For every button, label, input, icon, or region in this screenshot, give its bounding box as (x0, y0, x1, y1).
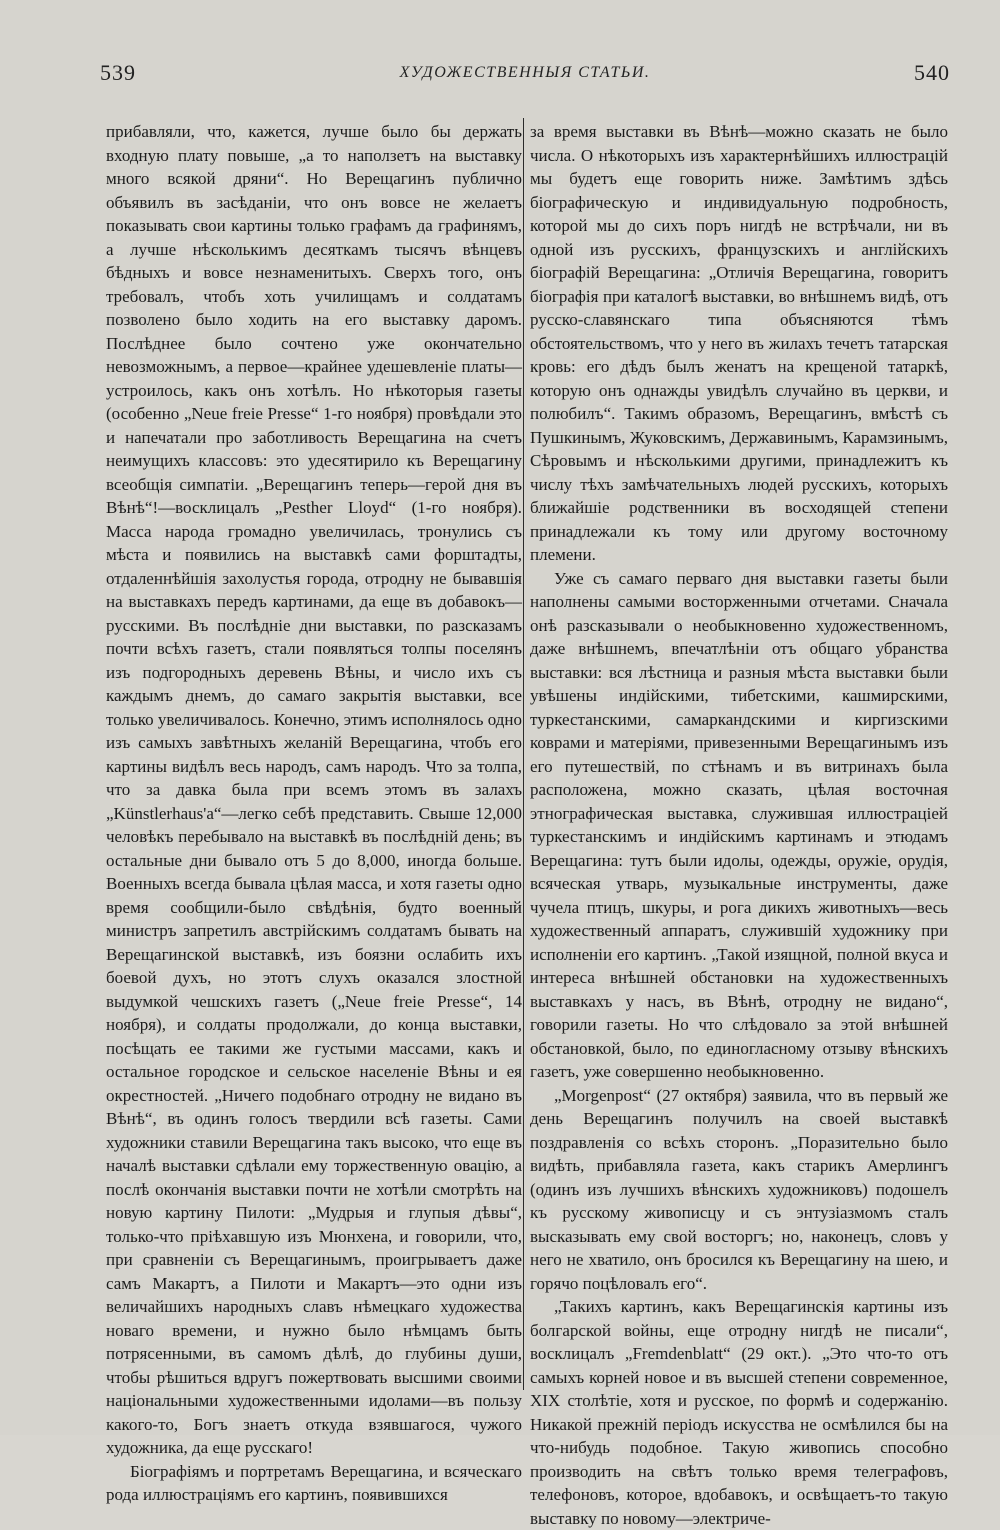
right-column (530, 120, 948, 1530)
paragraph: „Morgenpost“ (27 октября) заявила, что въ первый же день Верещагинъ получилъ на своей выставкѣ поздравленія со всѣхъ сторонъ. „Поразительно было видѣть, прибавляла газета, какъ старикъ Амерлингъ (одинъ изъ лучшихъ вѣнскихъ художниковъ) подошелъ къ русскому живописцу и съ энтузіазмомъ сталъ высказывать ему свой восторгъ; но, наконецъ, словъ у него не хватило, онъ бросился къ Верещагину на шею, и горячо поцѣловалъ его“. (530, 1085, 948, 1293)
column-divider (523, 118, 524, 1390)
paragraph: прибавляли, что, кажется, лучше было бы держать входную плату повыше, „а то наползетъ на выставку много всякой дряни“. Но Верещагинъ публично объявилъ въ засѣданіи, что онъ вовсе не желаетъ показывать свои картины только графамъ да графинямъ, а лучше нѣсколькимъ десяткамъ тысячъ вѣнцевъ бѣдныхъ и вовсе незнаменитыхъ. Сверхъ того, онъ требовалъ, чтобъ хоть училищамъ и солдатамъ позволено было ходить на его выставку даромъ. Послѣднее было сочтено уже окончательно невозможнымъ, а первое—крайнее удешевленіе платы—устроилось, какъ онъ хотѣлъ. Но нѣкоторыя газеты (особенно „Neue freie Presse“ 1-го ноября) провѣдали это и напечатали про заботливость Верещагина на счетъ неимущихъ классовъ: это удесятирило къ Верещагину всеобщія симпатіи. „Верещагинъ теперь—герой дня въ Вѣнѣ“!—восклицалъ „Pesther Lloyd“ (1-го ноября). Масса народа громадно увеличилась, тронулись съ мѣста и появились на выставкѣ сами форштадты, отдаленнѣйшія захолустья города, отродну не бывавшія на выставкахъ передъ картинами, да еще въ добавокъ—русскими. Въ послѣдніе дни выставки, по разсказамъ почти всѣхъ газетъ, стали появляться толпы поселянъ изъ подгородныхъ деревень Вѣны, и число ихъ съ каждымъ днемъ, до самаго закрытія выставки, все только увеличивалось. Конечно, этимъ исполнялось одно изъ самыхъ завѣтныхъ желаній Верещагина, чтобъ его картины видѣлъ весь народъ, самъ народъ. Что за толпа, что за давка была при всемъ этомъ въ залахъ „Künstlerhaus'a“—легко себѣ представить. Свыше 12,000 человѣкъ перебывало на выставкѣ въ послѣдній день; въ остальные дни бывало отъ 5 до 8,000, иногда больше. Военныхъ всегда бывала цѣлая масса, и хотя газеты одно время сообщили-было свѣдѣнія, будто военный министръ запретилъ австрійскимъ солдатамъ бывать на Верещагинской выставкѣ, изъ боязни ослабить ихъ боевой духъ, но этотъ слухъ оказался злостной выдумкой чешскихъ газетъ („Neue freie Presse“, 14 ноября), и солдаты продолжали, до конца выставки, посѣщать ее такими же густыми массами, какъ и остальное городское и сельское населеніе Вѣны и ея окрестностей. „Ничего подобнаго отродну не видано въ Вѣнѣ“, въ одинъ голосъ твердили всѣ газеты. Сами художники ставили Верещагина такъ высоко, что еще въ началѣ выставки сдѣлали ему торжественную овацію, а послѣ окончанія выставки почти не хотѣли смотрѣть на новую картину Пилоти: „Мудрыя и глупыя дѣвы“, только-что пріѣхавшую изъ Мюнхена, и говорили, что, при сравненіи съ Верещагинымъ, проигрываетъ даже самъ Макартъ, а Пилоти и Макартъ—это одни изъ величайшихъ народныхъ славъ нѣмецкаго художества новаго времени, и нужно было нѣмцамъ быть потрясенными, въ самомъ дѣлѣ, до глубины души, чтобы рѣшиться вдругъ пожертвовать высшими своими національными художественными идолами—въ пользу какого-то, Богъ знаетъ откуда взявшагося, чужого художника, да еще русскаго! (106, 122, 522, 1457)
paragraph: за время выставки въ Вѣнѣ—можно сказать не было числа. О нѣкоторыхъ изъ характернѣйшихъ иллюстрацій мы будетъ еще говорить ниже. Замѣтимъ здѣсь біографическую и индивидуальную подробность, которой мы до сихъ поръ нигдѣ не встрѣчали, ни въ одной изъ русскихъ, французскихъ и англійскихъ біографій Верещагина: „Отличія Верещагина, говоритъ біографія при каталогѣ выставки, во внѣшнемъ видѣ, отъ русско-славянскаго типа объясняются тѣмъ обстоятельствомъ, что у него въ жилахъ течетъ татарская кровь: его дѣдъ былъ женатъ на крещеной татаркѣ, которую онъ однажды увидѣлъ случайно въ церкви, и полюбилъ“. Такимъ образомъ, Верещагинъ, вмѣстѣ съ Пушкинымъ, Жуковскимъ, Державинымъ, Карамзинымъ, Сѣровымъ и нѣсколькими другими, принадлежитъ къ числу тѣхъ замѣчательныхъ людей русскихъ, которыхъ ближайшіе родственники въ восходящей степени принадлежали къ тому или другому восточному племени. (530, 122, 948, 564)
paragraph: „Такихъ картинъ, какъ Верещагинскія картины изъ болгарской войны, еще отродну нигдѣ не писали“, восклицалъ „Fremdenblatt“ (29 окт.). „Это что-то отъ самыхъ корней новое и въ высшей степени современное, XIX столѣтіе, хотя и русское, по формѣ и содержанію. Никакой прежній періодъ искусства не осмѣлился бы на что-нибудь подобное. Такую живопись способно производить на свѣтъ только время телеграфовъ, телефоновъ, которое, вдобавокъ, и освѣщаетъ-то такую выставку по новому—электриче- (530, 1297, 948, 1528)
running-title: ХУДОЖЕСТВЕННЫЯ СТАТЬИ. (399, 64, 651, 81)
page-number-left: 539 (100, 60, 136, 85)
page-number-right: 540 (914, 60, 950, 85)
paragraph: Уже съ самаго перваго дня выставки газеты были наполнены самыми восторженными отчетами. Сначала онѣ разсказывали о необыкновенно художественномъ, даже внѣшнемъ, впечатлѣніи отъ общаго убранства выставки: вся лѣстница и разныя мѣста выставки были увѣшены индійскими, тибетскими, кашмирскими, туркестанскими, самаркандскими и киргизскими коврами и матеріями, привезенными Верещагинымъ изъ его путешествій, по стѣнамъ и въ витринахъ была расположена, можно сказать, цѣлая восточная этнографическая выставка, служившая иллюстраціей туркестанскимъ и индійскимъ картинамъ и этюдамъ Верещагина: тутъ были идолы, одежды, оружіе, орудія, всяческая утварь, музыкальные инструменты, даже чучела птицъ, шкуры, и рога дикихъ животныхъ—весь художественный аппаратъ, служившій художнику при исполненіи его картинъ. „Такой изящной, полной вкуса и интереса внѣшней обстановки на художественныхъ выставкахъ у насъ, въ Вѣнѣ, отродну не видано“, говорили газеты. Но что слѣдовало за этой внѣшней обстановкой, было, по единогласному отзыву вѣнскихъ газетъ, уже совершенно необыкновенно. (530, 568, 948, 1081)
page-header (100, 60, 950, 100)
paragraph: Біографіямъ и портретамъ Верещагина, и всяческаго рода иллюстраціямъ его картинъ, появившихся (106, 1461, 522, 1504)
left-column (106, 120, 522, 1507)
